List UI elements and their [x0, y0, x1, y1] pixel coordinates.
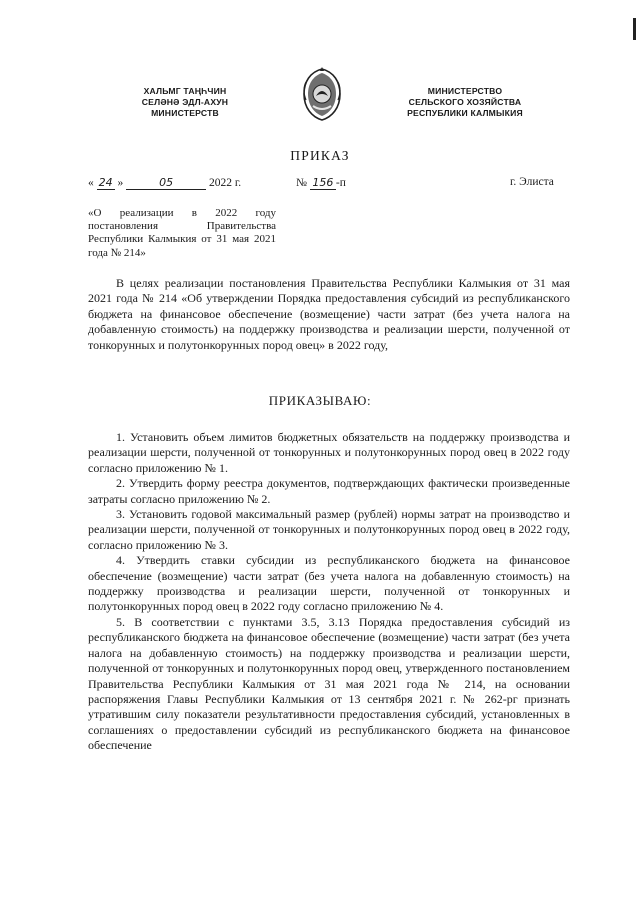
header-right-line: МИНИСТЕРСТВО	[427, 86, 503, 96]
header-left-line: СЕЛӘНӘ ЭДЛ-АХУН	[141, 97, 229, 107]
date-year: 2022 г.	[209, 177, 242, 189]
order-item: 1. Установить объем лимитов бюджетных обязательств на поддержку производства и реализации шерсти, полученной от тонкорунных и полутонкорунных пород овец в 2022 году согласно приложению № 1.	[88, 430, 570, 475]
header-russian-ministry-name	[370, 86, 560, 119]
date-day: 24	[98, 176, 113, 189]
preamble-paragraph: В целях реализации постановления Правительства Республики Калмыкия от 31 мая 2021 года № 214 «Об утверждении Порядка предоставления субсидий из республиканского бюджета на финансовое обеспечение (возмещение) части затрат (без учета налога на добавленную стоимость) на поддержку производства и реализации шерсти, полученной от тонкорунных и полутонкорунных пород овец» в 2022 году,	[88, 276, 570, 352]
date-month: 05	[126, 176, 206, 190]
scan-edge-mark	[633, 18, 636, 40]
order-item: 5. В соответствии с пунктами 3.5, 3.13 Порядка предоставления субсидий из республиканского бюджета на финансовое обеспечение (возмещение) части затрат (без учета налога на добавленную стоимость) на поддержку производства и реализации шерсти, полученной от тонкорунных и полутонкорунных пород овец, утвержденного постановлением Правительства Республики Калмыкия от 31 мая 2021 года № 214, на основании распоряжения Главы Республики Калмыкия от 13 сентября 2021 г. № 262-рг признать утратившим силу показатели результативности предоставления субсидий, установленных в соглашениях о предоставлении субсидий из республиканского бюджета на финансовое обеспечение	[88, 614, 570, 753]
document-number	[296, 176, 346, 190]
header-left-line: МИНИСТЕРСТВ	[151, 108, 219, 118]
date-open-quote: «	[88, 177, 94, 189]
order-item: 2. Утвердить форму реестра документов, подтверждающих фактически произведенные затраты согласно приложению № 2.	[88, 476, 570, 506]
order-item: 3. Установить годовой максимальный размер (рублей) нормы затрат на производство и реализации шерсти, полученной от тонкорунных и полутонкорунных пород овец в 2022 году, согласно приложению № 3.	[88, 507, 570, 552]
document-type-title: ПРИКАЗ	[290, 148, 350, 163]
header-right-line: СЕЛЬСКОГО ХОЗЯЙСТВА	[408, 97, 522, 107]
document-subject: «О реализации в 2022 году постановления Правительства Республики Калмыкия от 31 мая 2021 года № 214»	[88, 207, 276, 259]
coat-of-arms-kalmykia-icon	[298, 66, 346, 122]
number-value: 156	[310, 176, 336, 190]
order-item: 4. Утвердить ставки субсидии из республиканского бюджета на финансовое обеспечение (возмещение) части затрат (без учета налога на добавленную стоимость) на поддержку производства и реализации шерсти, полученной от тонкорунных и полутонкорунных пород овец в 2022 году согласно приложению № 4.	[88, 553, 570, 614]
number-suffix: -п	[335, 177, 346, 189]
header-right-line: РЕСПУБЛИКИ КАЛМЫКИЯ	[407, 108, 523, 118]
document-city: г. Элиста	[510, 176, 554, 188]
order-items	[88, 430, 570, 754]
header-kalmyk-ministry-name	[90, 86, 280, 119]
number-prefix: №	[296, 177, 307, 189]
date-close-quote: »	[117, 177, 124, 189]
order-heading: ПРИКАЗЫВАЮ:	[268, 393, 372, 408]
document-date	[88, 176, 241, 190]
header-left-line: ХАЛЬМГ ТАҢҺЧИН	[143, 86, 227, 96]
